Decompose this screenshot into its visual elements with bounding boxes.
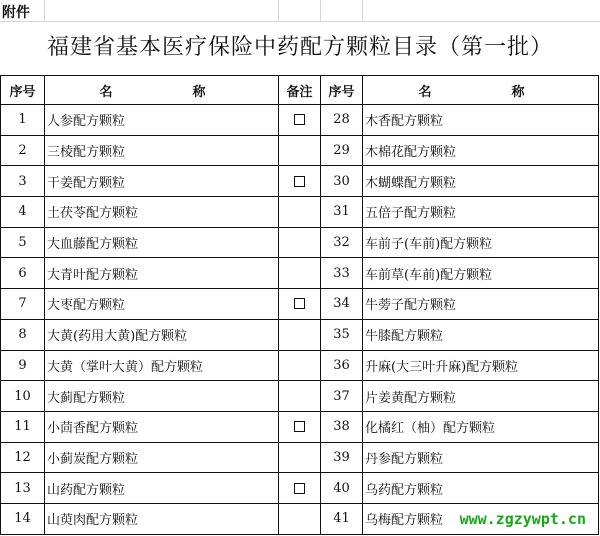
row-name-right: 乌药配方颗粒 bbox=[363, 473, 599, 504]
row-no-left: 12 bbox=[1, 442, 45, 473]
checkbox-icon[interactable] bbox=[294, 176, 305, 187]
row-no-right: 40 bbox=[321, 473, 363, 504]
row-name-left: 山萸肉配方颗粒 bbox=[45, 503, 279, 534]
row-no-right: 36 bbox=[321, 350, 363, 381]
row-name-left: 土茯苓配方颗粒 bbox=[45, 197, 279, 228]
table-row bbox=[1, 289, 599, 320]
cell-divider bbox=[278, 0, 279, 22]
row-no-left: 8 bbox=[1, 319, 45, 350]
row-name-right: 牛蒡子配方颗粒 bbox=[363, 289, 599, 320]
header-name-right: 名 称 bbox=[363, 76, 599, 105]
row-name-right: 牛膝配方颗粒 bbox=[363, 319, 599, 350]
header-note: 备注 bbox=[279, 76, 321, 105]
row-no-right: 38 bbox=[321, 411, 363, 442]
row-name-right: 五倍子配方颗粒 bbox=[363, 197, 599, 228]
row-note bbox=[279, 258, 321, 289]
table-row bbox=[1, 227, 599, 258]
row-note bbox=[279, 319, 321, 350]
checkbox-icon[interactable] bbox=[294, 483, 305, 494]
row-no-right: 41 bbox=[321, 503, 363, 534]
page-title: 福建省基本医疗保险中药配方颗粒目录（第一批） bbox=[46, 35, 553, 60]
row-no-left: 11 bbox=[1, 411, 45, 442]
checkbox-icon[interactable] bbox=[294, 421, 305, 432]
row-no-left: 1 bbox=[1, 105, 45, 136]
row-name-left: 大青叶配方颗粒 bbox=[45, 258, 279, 289]
table-row bbox=[1, 135, 599, 166]
row-no-right: 28 bbox=[321, 105, 363, 136]
row-no-right: 33 bbox=[321, 258, 363, 289]
table-row bbox=[1, 166, 599, 197]
header-no-left: 序号 bbox=[1, 76, 45, 105]
row-name-right: 化橘红（柚）配方颗粒 bbox=[363, 411, 599, 442]
row-no-right: 29 bbox=[321, 135, 363, 166]
row-name-left: 大血藤配方颗粒 bbox=[45, 227, 279, 258]
table-header-row bbox=[1, 76, 599, 105]
row-note bbox=[279, 197, 321, 228]
watermark: www.zgzywpt.cn bbox=[459, 510, 586, 528]
row-no-right: 34 bbox=[321, 289, 363, 320]
row-name-right: 片姜黄配方颗粒 bbox=[363, 381, 599, 412]
row-name-left: 大黄（掌叶大黄）配方颗粒 bbox=[45, 350, 279, 381]
row-note bbox=[279, 503, 321, 534]
row-divider bbox=[0, 21, 600, 22]
row-no-right: 31 bbox=[321, 197, 363, 228]
row-note bbox=[279, 166, 321, 197]
row-name-left: 人参配方颗粒 bbox=[45, 105, 279, 136]
row-note bbox=[279, 411, 321, 442]
row-note bbox=[279, 473, 321, 504]
row-no-left: 10 bbox=[1, 381, 45, 412]
table-row bbox=[1, 197, 599, 228]
row-note bbox=[279, 227, 321, 258]
table-row bbox=[1, 381, 599, 412]
row-name-right: 升麻(大三叶升麻)配方颗粒 bbox=[363, 350, 599, 381]
catalog-table bbox=[0, 75, 599, 535]
row-name-right: 乌梅配方颗粒 bbox=[363, 503, 599, 534]
row-name-right: 木蝴蝶配方颗粒 bbox=[363, 166, 599, 197]
row-name-left: 大蓟配方颗粒 bbox=[45, 381, 279, 412]
table-row bbox=[1, 473, 599, 504]
header-name-left: 名 称 bbox=[45, 76, 279, 105]
table-row bbox=[1, 442, 599, 473]
row-no-left: 5 bbox=[1, 227, 45, 258]
row-name-left: 大黄(药用大黄)配方颗粒 bbox=[45, 319, 279, 350]
table-body bbox=[1, 105, 599, 535]
row-note bbox=[279, 289, 321, 320]
row-name-right: 车前草(车前)配方颗粒 bbox=[363, 258, 599, 289]
row-no-left: 7 bbox=[1, 289, 45, 320]
row-note bbox=[279, 135, 321, 166]
row-name-left: 三棱配方颗粒 bbox=[45, 135, 279, 166]
row-name-left: 干姜配方颗粒 bbox=[45, 166, 279, 197]
row-no-right: 35 bbox=[321, 319, 363, 350]
row-no-right: 39 bbox=[321, 442, 363, 473]
cell-divider bbox=[44, 0, 45, 22]
row-no-left: 9 bbox=[1, 350, 45, 381]
table-row bbox=[1, 350, 599, 381]
row-no-left: 4 bbox=[1, 197, 45, 228]
row-note bbox=[279, 350, 321, 381]
row-note bbox=[279, 381, 321, 412]
spreadsheet-top-row bbox=[0, 0, 600, 22]
row-no-right: 30 bbox=[321, 166, 363, 197]
cell-divider bbox=[320, 0, 321, 22]
row-no-left: 3 bbox=[1, 166, 45, 197]
table-row bbox=[1, 258, 599, 289]
checkbox-icon[interactable] bbox=[294, 298, 305, 309]
row-no-left: 14 bbox=[1, 503, 45, 534]
row-name-right: 木香配方颗粒 bbox=[363, 105, 599, 136]
row-name-left: 山药配方颗粒 bbox=[45, 473, 279, 504]
row-note bbox=[279, 105, 321, 136]
cell-divider bbox=[362, 0, 363, 22]
row-no-right: 37 bbox=[321, 381, 363, 412]
row-no-left: 6 bbox=[1, 258, 45, 289]
row-name-right: 木棉花配方颗粒 bbox=[363, 135, 599, 166]
header-no-right: 序号 bbox=[321, 76, 363, 105]
checkbox-icon[interactable] bbox=[294, 114, 305, 125]
row-name-right: 丹参配方颗粒 bbox=[363, 442, 599, 473]
table-row bbox=[1, 411, 599, 442]
row-no-left: 2 bbox=[1, 135, 45, 166]
table-row bbox=[1, 105, 599, 136]
row-name-left: 小蓟炭配方颗粒 bbox=[45, 442, 279, 473]
table-row bbox=[1, 319, 599, 350]
row-name-left: 小茴香配方颗粒 bbox=[45, 411, 279, 442]
row-note bbox=[279, 442, 321, 473]
row-name-right: 车前子(车前)配方颗粒 bbox=[363, 227, 599, 258]
row-name-left: 大枣配方颗粒 bbox=[45, 289, 279, 320]
row-no-right: 32 bbox=[321, 227, 363, 258]
row-no-left: 13 bbox=[1, 473, 45, 504]
attachment-label: 附件 bbox=[2, 5, 30, 21]
